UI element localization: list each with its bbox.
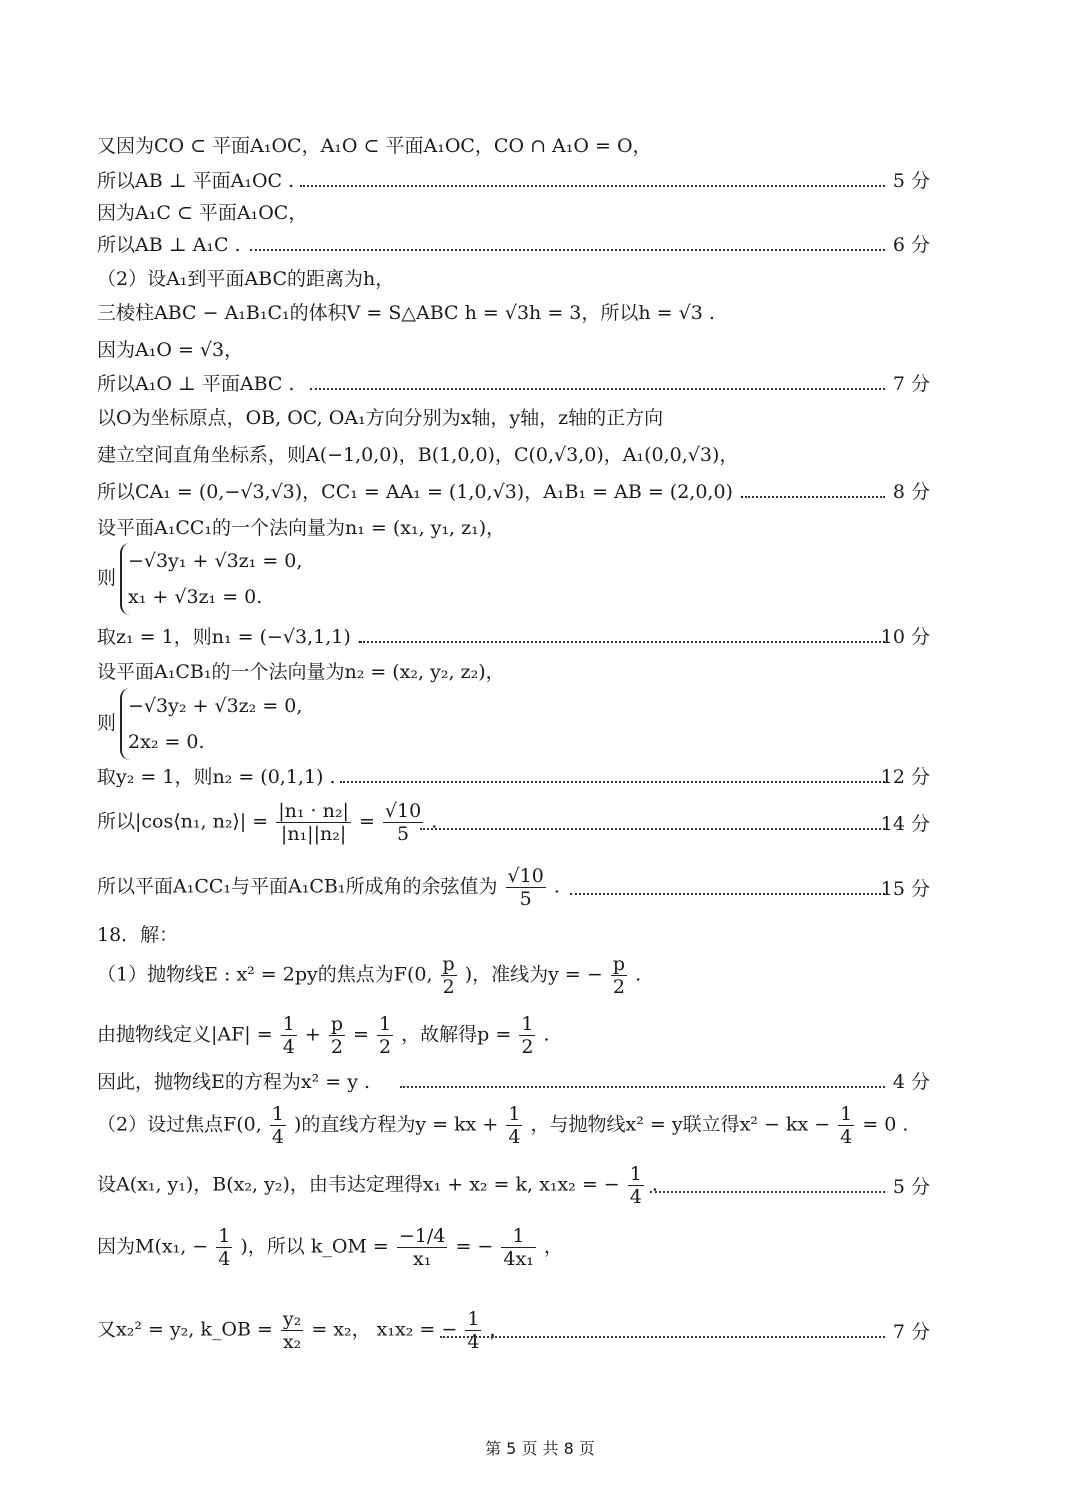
text: )，准线为y = −	[464, 963, 603, 986]
text: ，与抛物线x² = y联立得x² − kx −	[530, 1113, 831, 1136]
text: )的直线方程为y = kx +	[294, 1113, 499, 1136]
dot-leader	[400, 1086, 885, 1088]
fraction	[281, 1013, 297, 1058]
numerator: y₂	[282, 1308, 302, 1330]
line-21	[97, 953, 641, 998]
score-label: 7 分	[892, 1321, 930, 1343]
text: ，	[489, 1318, 509, 1341]
dot-leader	[300, 185, 885, 187]
denominator: 2	[379, 1036, 392, 1058]
text: .	[543, 1023, 550, 1046]
numerator: |n₁ · n₂|	[278, 800, 349, 822]
text: （2）设过焦点F(0,	[97, 1113, 262, 1136]
score-label: 5 分	[892, 170, 930, 192]
text: .	[651, 1173, 658, 1196]
score-label: 14 分	[880, 813, 930, 835]
fraction	[506, 1103, 522, 1148]
score-label: 12 分	[880, 766, 930, 788]
text: = x₂， x₁x₂ = −	[311, 1318, 458, 1341]
line-10: 建立空间直角坐标系，则A(−1,0,0)，B(1,0,0)，C(0,√3,0)，A₁(0,0,√3)，	[97, 444, 739, 466]
text: =	[358, 810, 375, 833]
text: +	[304, 1023, 321, 1046]
line-8: 所以A₁O ⊥ 平面ABC .	[97, 373, 295, 395]
line-20: 18．解：	[97, 924, 179, 946]
equation: x₁ + √3z₁ = 0.	[128, 586, 263, 608]
denominator: 4	[840, 1126, 853, 1148]
system-label: 则	[97, 712, 117, 734]
denominator: 2	[612, 976, 625, 998]
fraction	[397, 1225, 448, 1270]
score-label: 15 分	[880, 878, 930, 900]
denominator: 4	[508, 1126, 521, 1148]
fraction	[377, 1013, 393, 1058]
text: = 0 .	[862, 1113, 909, 1136]
denominator: 5	[519, 888, 532, 910]
score-label: 6 分	[892, 234, 930, 256]
score-label: 5 分	[892, 1176, 930, 1198]
denominator: 4	[629, 1186, 642, 1208]
dot-leader	[745, 496, 885, 498]
equation-system	[120, 543, 302, 615]
line-24	[97, 1103, 908, 1148]
text: ，	[543, 1235, 563, 1258]
equation: 2x₂ = 0.	[128, 731, 205, 753]
text: .	[431, 810, 438, 833]
dot-leader	[570, 893, 885, 895]
fraction	[611, 953, 627, 998]
dot-leader	[360, 641, 885, 643]
system-2	[97, 688, 302, 760]
fraction	[276, 800, 351, 845]
fraction	[216, 1225, 232, 1270]
numerator: p	[442, 953, 455, 975]
text: 由抛物线定义|AF| =	[97, 1023, 273, 1046]
dot-leader	[310, 388, 885, 390]
numerator: 1	[271, 1103, 284, 1125]
numerator: √10	[507, 865, 544, 887]
line-27	[97, 1308, 508, 1353]
equation-system	[120, 688, 302, 760]
line-22	[97, 1013, 550, 1058]
denominator: 4	[218, 1248, 231, 1270]
line-1: 又因为CO ⊂ 平面A₁OC，A₁O ⊂ 平面A₁OC，CO ∩ A₁O = O，	[97, 135, 652, 157]
numerator: 1	[508, 1103, 521, 1125]
line-2: 所以AB ⊥ 平面A₁OC .	[97, 170, 295, 192]
line-4: 所以AB ⊥ A₁C .	[97, 234, 241, 256]
line-12: 设平面A₁CC₁的一个法向量为n₁ = (x₁, y₁, z₁)，	[97, 517, 506, 539]
denominator: 4	[467, 1331, 480, 1353]
numerator: −1/4	[398, 1225, 446, 1247]
text: .	[635, 963, 642, 986]
denominator: 2	[330, 1036, 343, 1058]
dot-leader	[650, 1191, 885, 1193]
dot-leader	[440, 1336, 885, 1338]
fraction	[501, 1225, 535, 1270]
dot-leader	[250, 249, 885, 251]
line-9: 以O为坐标原点，OB, OC, OA₁方向分别为x轴，y轴，z轴的正方向	[97, 407, 664, 429]
denominator: x₁	[412, 1248, 432, 1270]
numerator: 1	[521, 1013, 534, 1035]
text: = −	[455, 1235, 494, 1258]
score-label: 4 分	[892, 1071, 930, 1093]
fraction	[329, 1013, 345, 1058]
numerator: 1	[467, 1308, 480, 1330]
numerator: 1	[218, 1225, 231, 1247]
score-label: 7 分	[892, 373, 930, 395]
dot-leader	[420, 828, 885, 830]
fraction	[281, 1308, 303, 1353]
text: 因为M(x₁, −	[97, 1235, 209, 1258]
numerator: 1	[840, 1103, 853, 1125]
denominator: 2	[521, 1036, 534, 1058]
numerator: √10	[384, 800, 422, 822]
fraction	[628, 1163, 644, 1208]
denominator: 2	[442, 976, 455, 998]
fraction	[465, 1308, 481, 1353]
numerator: p	[612, 953, 626, 975]
page-footer: 第 5 页 共 8 页	[485, 1439, 595, 1458]
text: ，故解得p =	[401, 1023, 512, 1046]
score-label: 10 分	[880, 626, 930, 648]
line-18	[97, 800, 437, 845]
numerator: 1	[629, 1163, 642, 1185]
line-5: （2）设A₁到平面ABC的距离为h，	[97, 268, 395, 290]
denominator: |n₁||n₂|	[280, 823, 347, 845]
line-25	[97, 1163, 658, 1208]
line-6: 三棱柱ABC − A₁B₁C₁的体积V = S△ABC h = √3h = 3，所以h = √3 .	[97, 302, 715, 324]
text: 所以平面A₁CC₁与平面A₁CB₁所成角的余弦值为	[97, 875, 498, 898]
text: 所以|cos⟨n₁, n₂⟩| =	[97, 810, 269, 833]
text: （1）抛物线E : x² = 2py的焦点为F(0,	[97, 963, 433, 986]
score-label: 8 分	[892, 481, 930, 503]
system-1	[97, 543, 302, 615]
line-3: 因为A₁C ⊂ 平面A₁OC，	[97, 202, 308, 224]
line-26	[97, 1225, 563, 1270]
denominator: 4	[282, 1036, 295, 1058]
fraction	[441, 953, 457, 998]
line-14: 取z₁ = 1，则n₁ = (−√3,1,1) .	[97, 626, 363, 648]
text: 又x₂² = y₂, k_OB =	[97, 1318, 273, 1341]
text: .	[553, 875, 560, 898]
equation: −√3y₂ + √3z₂ = 0,	[128, 695, 303, 717]
line-19	[97, 865, 560, 910]
text: 设A(x₁, y₁)，B(x₂, y₂)，由韦达定理得x₁ + x₂ = k, x₁x₂ = −	[97, 1173, 620, 1196]
denominator: 5	[397, 823, 410, 845]
numerator: p	[330, 1013, 343, 1035]
fraction	[519, 1013, 535, 1058]
fraction	[506, 865, 546, 910]
line-15: 设平面A₁CB₁的一个法向量为n₂ = (x₂, y₂, z₂)，	[97, 661, 505, 683]
line-17: 取y₂ = 1，则n₂ = (0,1,1) .	[97, 766, 336, 788]
fraction	[383, 800, 423, 845]
equation: −√3y₁ + √3z₁ = 0,	[128, 550, 303, 572]
denominator: x₂	[282, 1331, 302, 1353]
denominator: 4	[271, 1126, 284, 1148]
line-23: 因此，抛物线E的方程为x² = y .	[97, 1071, 371, 1093]
fraction	[838, 1103, 854, 1148]
fraction	[270, 1103, 286, 1148]
numerator: 1	[379, 1013, 392, 1035]
numerator: 1	[282, 1013, 295, 1035]
denominator: 4x₁	[503, 1248, 534, 1270]
line-11: 所以CA₁ = (0,−√3,√3)，CC₁ = AA₁ = (1,0,√3)，A₁B₁ = AB = (2,0,0) .	[97, 481, 746, 503]
numerator: 1	[501, 1225, 535, 1248]
dot-leader	[340, 781, 885, 783]
text: =	[353, 1023, 369, 1046]
system-label: 则	[97, 567, 117, 589]
text: )，所以 k_OM =	[240, 1235, 389, 1258]
line-7: 因为A₁O = √3，	[97, 339, 244, 361]
